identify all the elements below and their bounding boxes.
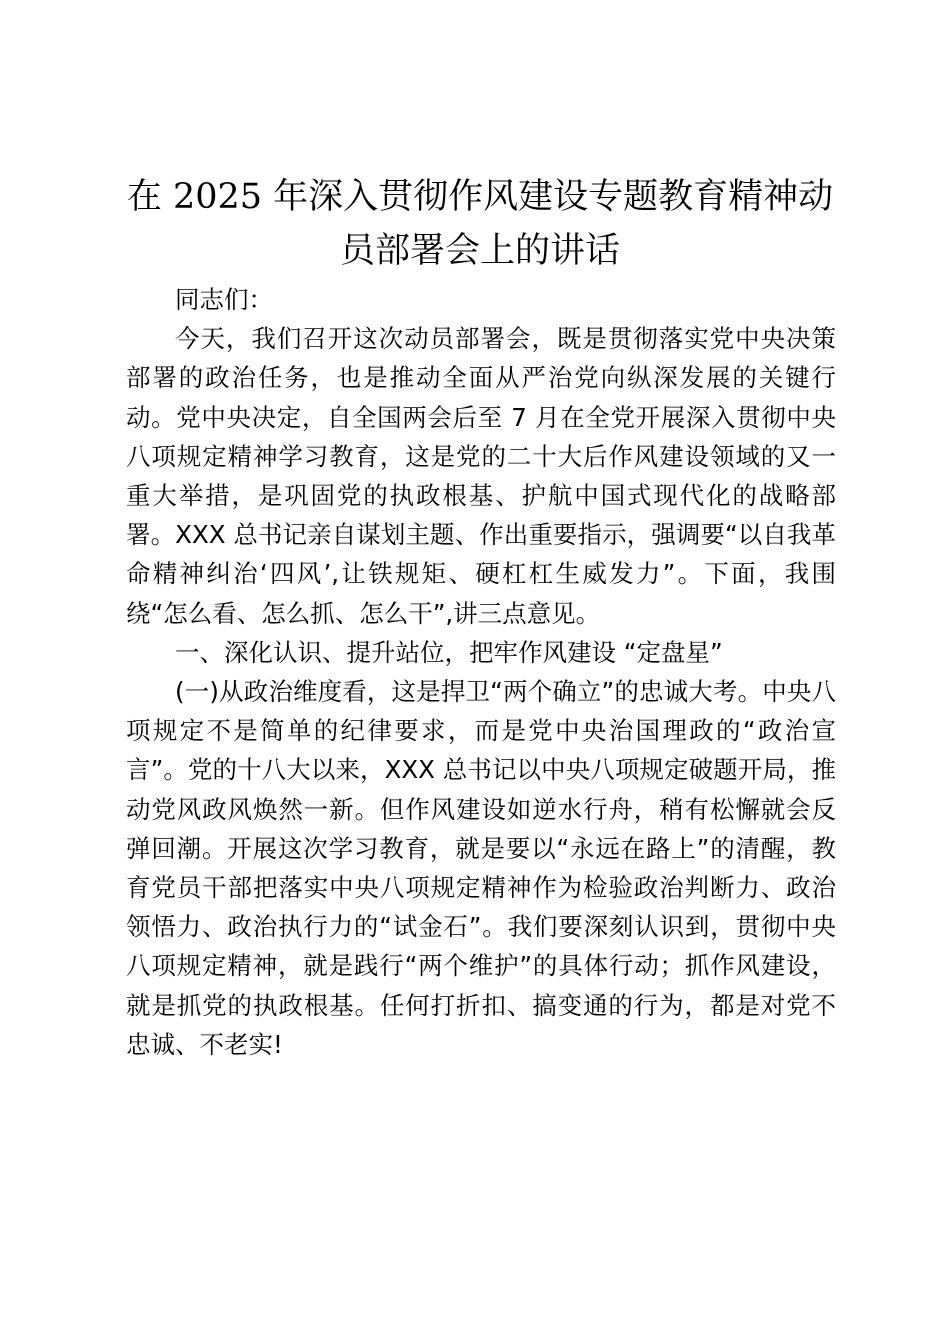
document-title	[120, 170, 840, 278]
document-body	[126, 280, 836, 1064]
title-line-1: 在 2025 年深入贯彻作风建设专题教育精神动	[126, 177, 834, 217]
subsection-paragraph-1: (一)从政治维度看，这是捍卫“两个确立”的忠诚大考。中央八项规定不是简单的纪律要求，而是党中央治国理政的“政治宣言”。党的十八大以来，XXX 总书记以中央八项规定破题开局，推动党风政风焕然一新。但作风建设如逆水行舟，稍有松懈就会反弹回潮。开展这次学习教育，就是要以“永远在路上”的清醒，教育党员干部把落实中央八项规定精神作为检验政治判断力、政治领悟力、政治执行力的“试金石”。我们要深刻认识到，贯彻中央八项规定精神，就是践行“两个维护”的具体行动；抓作风建设，就是抓党的执政根基。任何打折扣、搞变通的行为，都是对党不忠诚、不老实!	[126, 677, 836, 1059]
intro-paragraph: 今天，我们召开这次动员部署会，既是贯彻落实党中央决策部署的政治任务，也是推动全面从严治党向纵深发展的关键行动。党中央决定，自全国两会后至 7 月在全党开展深入贯彻中央八项规定精神学习教育，这是党的二十大后作风建设领域的又一重大举措，是巩固党的执政根基、护航中国式现代化的战略部署。XXX 总书记亲自谋划主题、作出重要指示，强调要“以自我革命精神纠治‘四风’,让铁规矩、硬杠杠生威发力”。下面，我围绕“怎么看、怎么抓、怎么干”,讲三点意见。	[126, 324, 836, 628]
greeting: 同志们：	[175, 285, 273, 314]
title-line-2: 员部署会上的讲话	[339, 231, 620, 271]
section-heading-1: 一、深化认识、提升站位，把牢作风建设 “定盘星”	[175, 637, 723, 667]
